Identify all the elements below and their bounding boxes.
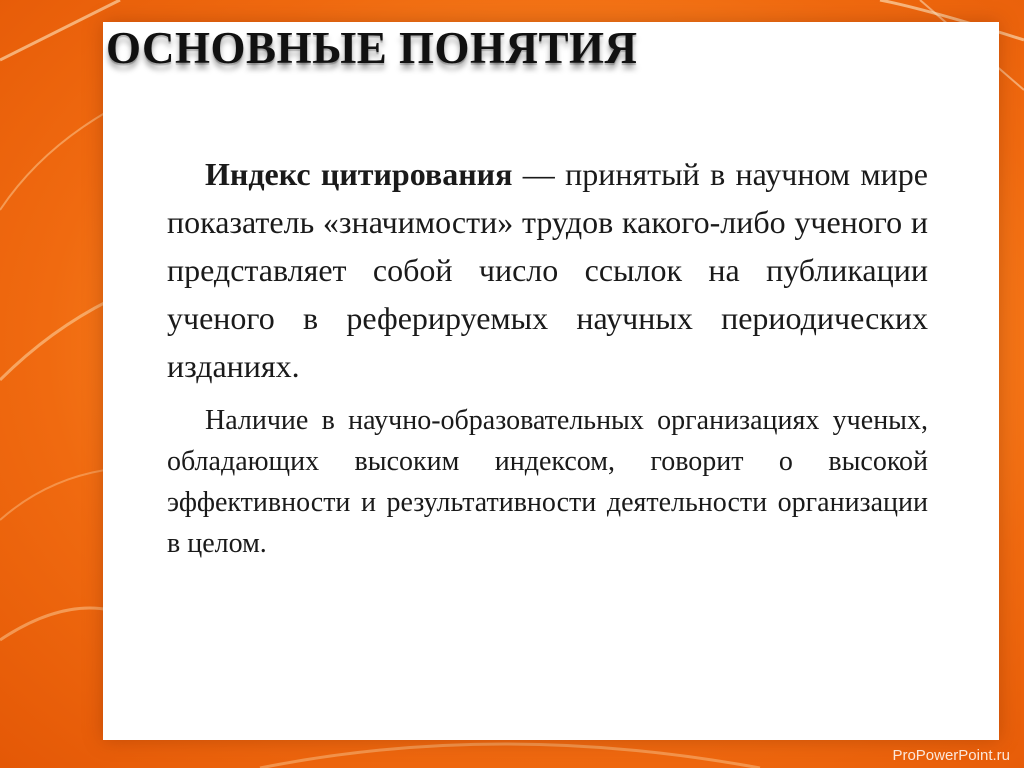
slide-title: ОСНОВНЫЕ ПОНЯТИЯ xyxy=(106,23,638,73)
definition-text: — принятый в научном мире показатель «значимости» трудов какого-либо ученого и представляет собой число ссылок на публикации ученого в реферируемых научных периодических изданиях. xyxy=(167,156,929,384)
paragraph-significance: Наличие в научно-образовательных организациях ученых, обладающих высоким индексом, говорит о высокой эффективности и результативности деятельности организации в целом. xyxy=(167,405,928,559)
term-citation-index: Индекс цитирования xyxy=(205,156,513,192)
paragraph-definition xyxy=(167,150,928,390)
watermark: ProPowerPoint.ru xyxy=(892,747,1010,764)
slide-body xyxy=(167,150,928,564)
